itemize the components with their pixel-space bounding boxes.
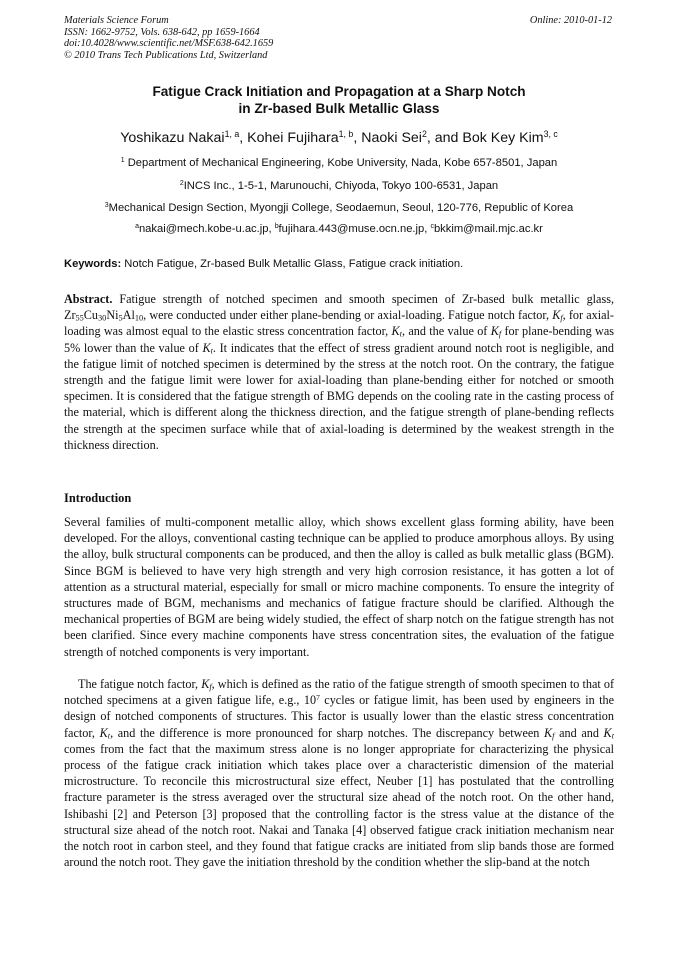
email-sup: c	[430, 223, 434, 231]
author-name: Bok Key Kim	[462, 130, 544, 146]
affiliation-3	[0, 202, 678, 214]
abstract-text: , and the value of	[401, 324, 491, 339]
author-sup: 1, a	[224, 129, 240, 140]
keywords-label: Keywords:	[64, 258, 122, 270]
email-sup: b	[274, 223, 279, 231]
intro-paragraph-1: Several families of multi-component metallic alloy, which shows excellent glass forming ability, have been developed. For the alloys, conventional casting technique can be applied to produce amorphous alloys. By using the alloy, bulk structural components can be produced, and then the alloy is called as bulk metallic glass (BGM). Since BGM is believed to have very high strength and very high corrosion resistance, it has gotten a lot of attention as a structural material, especially for small or micro machine components. To ensure the integrity of structures made of BGM, mechanisms and mechanics of fatigue fracture should be clarified. Although the mechanical properties of BGM are being widely studied, the effect of sharp notch on the fatigue strength has not been clarified. Since every machine components have stress concentration sites, the evaluation of the fatigue strength of notched components is very important.	[64, 515, 614, 659]
kf-symbol: $K_f$	[490, 324, 502, 340]
kt-symbol: $K_t$	[202, 340, 213, 356]
abstract-label: Abstract.	[64, 292, 113, 306]
abstract-text: for plane-bending was 5% lower than the value of	[64, 324, 614, 355]
affiliation-number: 1	[120, 157, 125, 165]
email-sup: a	[135, 223, 139, 231]
alloy-formula: $Zr_{55}Cu_{30}Ni_5Al_{10}$	[64, 308, 144, 323]
author-separator: ,	[353, 130, 362, 146]
affiliation-text: INCS Inc., 1-5-1, Marunouchi, Chiyoda, Tokyo 100-6531, Japan	[183, 180, 499, 192]
author-sup: 2	[421, 129, 427, 140]
affiliation-2	[0, 180, 678, 192]
author-sup: 1, b	[338, 129, 354, 140]
kt-symbol: $K_t$	[391, 324, 402, 340]
affiliation-number: 3	[104, 202, 109, 210]
author-name: Yoshikazu Nakai	[120, 130, 225, 146]
kf-symbol: $K_f$	[552, 308, 563, 323]
copyright-line: © 2010 Trans Tech Publications Ltd, Switzerland	[64, 49, 268, 61]
keywords	[64, 258, 616, 270]
affiliation-text: Mechanical Design Section, Myongji College, Seodaemun, Seoul, 120-776, Republic of Korea	[108, 202, 574, 214]
online-date: Online: 2010-01-12	[529, 15, 612, 26]
kt-symbol: $K_t$	[99, 725, 111, 741]
author-separator: , and	[426, 130, 463, 146]
section-heading-introduction: Introduction	[64, 491, 132, 505]
journal-name: Materials Science Forum	[64, 15, 169, 26]
author-sup: 3, c	[543, 129, 558, 140]
author-list	[0, 130, 678, 146]
kf-symbol: $K_f$	[544, 725, 555, 741]
affiliation-number: 2	[179, 180, 184, 188]
author-name: Naoki Sei	[361, 130, 422, 146]
author-name: Kohei Fujihara	[247, 130, 339, 146]
email-address: fujihara.443@muse.ocn.ne.jp,	[278, 223, 431, 235]
kt-symbol: $K_t$	[603, 725, 614, 741]
intro-paragraph-2: The fatigue notch factor, $K_f$, which is defined as the ratio of the fatigue strength of smooth specimen to that of notched specimens at a given fatigue life, e.g., $10^7$ cycles or fatigue limit, has been used by engineers in the design of notched components of structures. This factor is usually lower than the elastic stress concentration factor, $K_t$, and the difference is more pronounced for sharp notches. The discrepancy between $K_f$ and and $K_t$ comes from the fact that the maximum stress alone is no longer appropriate for characterizing the physical process of the fatigue crack initiation which takes place over a characteristic dimension of the material microstructure. To reconcile this microstructural size effect, Neuber [1] has postulated that the controlling fracture parameter is the stress averaged over the structural size ahead of the notch root. On the other hand, Ishibashi [2] and Peterson [3] proposed that the controlling factor is the stress value at the distance of the structural size ahead of the notch root. Nakai and Tanaka [4] observed fatigue crack initiation mechanism near the notch root in carbon steel, and they found that fatigue cracks are initiated from slip bands those are formed around the notch root. They gave the initiation threshold by the condition whether the slip-band at the notch	[64, 677, 615, 870]
keywords-text: Notch Fatigue, Zr-based Bulk Metallic Glass, Fatigue crack initiation.	[121, 258, 464, 270]
issn-line: ISSN: 1662-9752, Vols. 638-642, pp 1659-1664	[64, 26, 260, 38]
affiliation-1	[0, 157, 678, 169]
kf-symbol: $K_f$	[201, 677, 212, 692]
abstract-text: , for axial-loading was almost equal to the elastic stress concentration factor,	[64, 308, 614, 339]
abstract-text: . It indicates that the effect of stress gradient around notch root is negligible, and the fatigue limit of notched specimen is determined by the stress at the notch root. On the contrary, the fatigue strength and the fatigue limit were lower for axial-loading than plane-bending either for notched or smooth specimen. It is considered that the fatigue strength of BMG depends on the cooling rate in the casting process of the material, which is different along the thickness direction, and the fatigue strength of plane-bending reflects the strength at the specimen surface while that of axial-loading is determined by the weakest strength in the thickness direction.	[64, 340, 614, 452]
author-separator: ,	[239, 130, 248, 146]
abstract-text: , were conducted under either plane-bending or axial-loading. Fatigue notch factor,	[143, 308, 553, 323]
affiliation-text: Department of Mechanical Engineering, Kobe University, Nada, Kobe 657-8501, Japan	[127, 157, 558, 169]
email-address: bkkim@mail.mjc.ac.kr	[433, 223, 543, 235]
abstract-text: Fatigue strength of notched specimen and smooth specimen of Zr-based bulk metallic glass,	[112, 292, 614, 306]
email-address: nakai@mech.kobe-u.ac.jp,	[138, 223, 275, 235]
email-list	[0, 223, 678, 235]
doi-line: doi:10.4028/www.scientific.net/MSF.638-642.1659	[64, 38, 274, 49]
running-header	[64, 15, 273, 61]
title-line-1: Fatigue Crack Initiation and Propagation at a Sharp Notch	[152, 84, 526, 99]
title-line-2: in Zr-based Bulk Metallic Glass	[238, 101, 440, 116]
abstract	[64, 291, 614, 453]
paper-title	[0, 83, 678, 117]
